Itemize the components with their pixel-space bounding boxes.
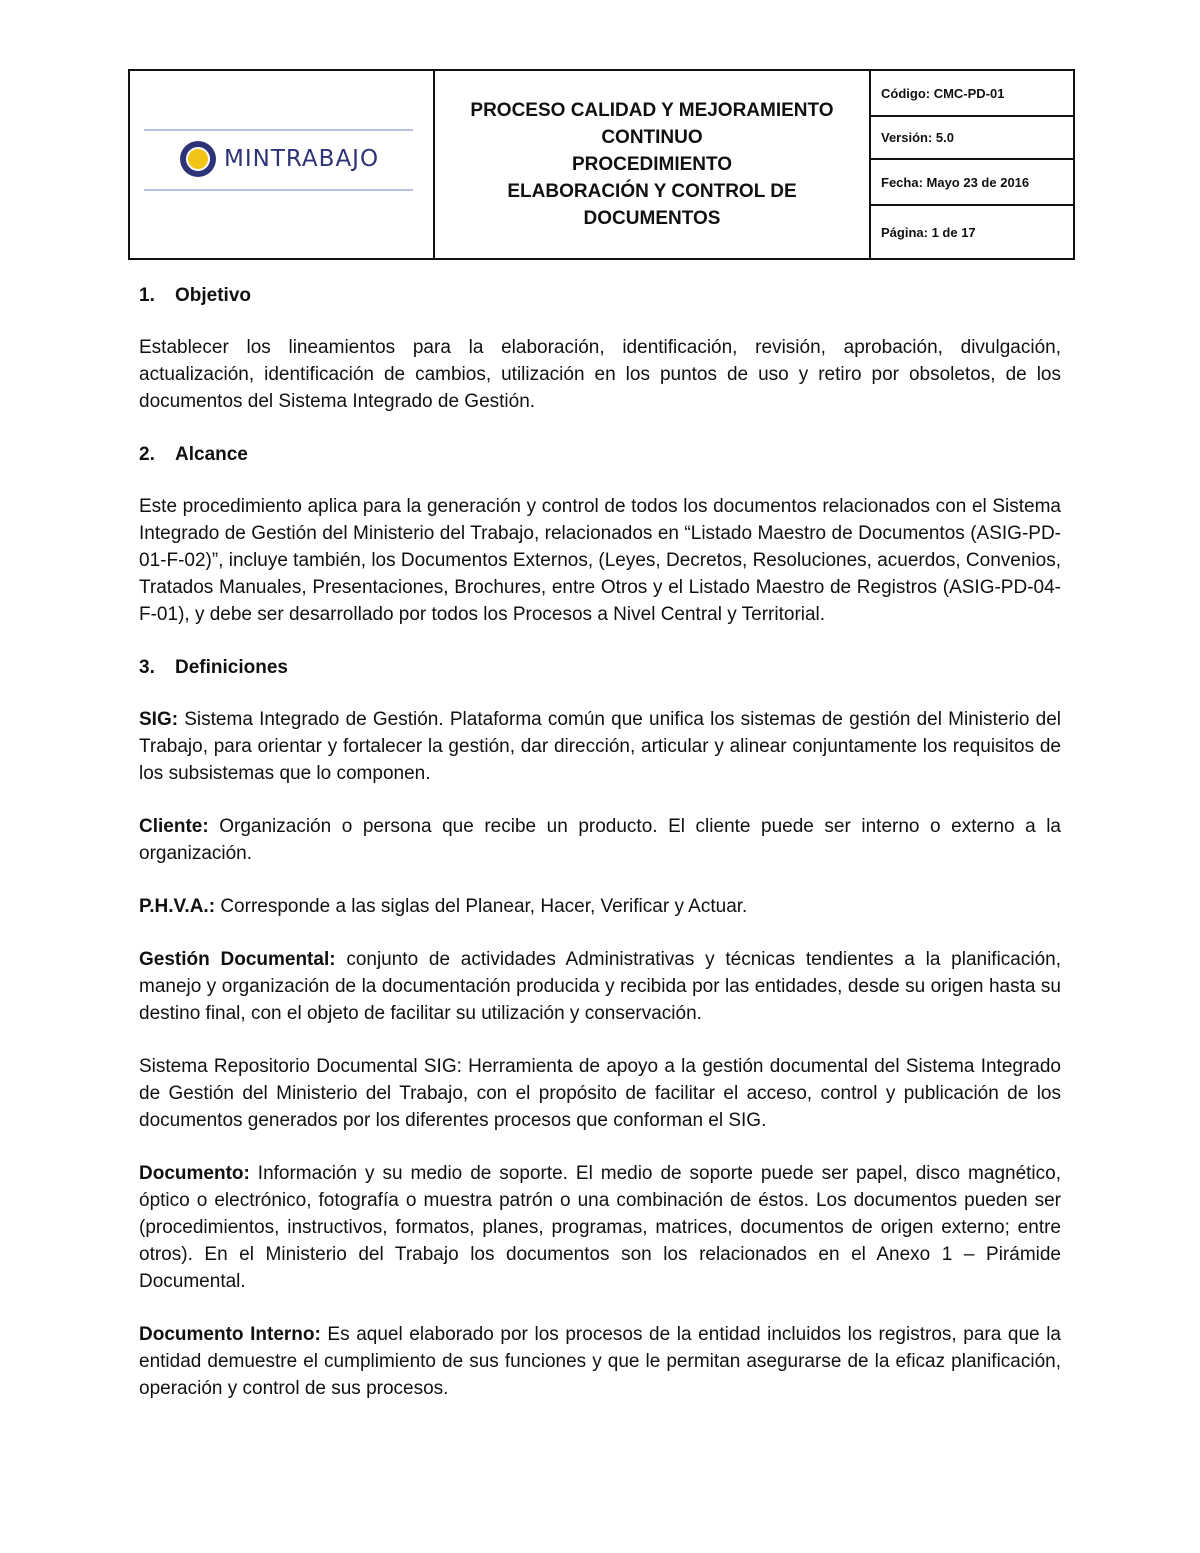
logo-divider-top xyxy=(144,129,413,131)
title-line: ELABORACIÓN Y CONTROL DE xyxy=(507,181,797,202)
definition-paragraph xyxy=(139,1053,1061,1134)
title-line: DOCUMENTOS xyxy=(583,208,721,229)
section-paragraph: Este procedimiento aplica para la generación y control de todos los documentos relacionados con el Sistema Integrado de Gestión del Ministerio del Trabajo, relacionados en “Listado Maestro de Documentos (ASIG-PD-01-F-02)”, incluye también, los Documentos Externos, (Leyes, Decretos, Resoluciones, acuerdos, Convenios, Tratados Manuales, Presentaciones, Brochures, entre Otros y el Listado Maestro de Registros (ASIG-PD-04-F-01), y debe ser desarrollado por todos los Procesos a Nivel Central y Territorial. xyxy=(139,496,1061,625)
section-heading-objetivo xyxy=(139,282,1061,309)
document-body xyxy=(139,282,1061,1402)
title-line: PROCEDIMIENTO xyxy=(571,154,733,175)
definition-term: Documento: xyxy=(139,1163,250,1184)
document-header xyxy=(128,69,1075,260)
section-number: 3. xyxy=(139,657,155,678)
definition-term: P.H.V.A.: xyxy=(139,896,216,917)
section-paragraph: Establecer los lineamientos para la elaboración, identificación, revisión, aprobación, divulgación, actualización, identificación de cambios, utilización en los puntos de uso y retiro por obsoletos, de los documentos del Sistema Integrado de Gestión. xyxy=(139,337,1061,412)
version-label: Versión: 5.0 xyxy=(871,117,1073,160)
section-heading-alcance xyxy=(139,441,1061,468)
definition-paragraph xyxy=(139,1321,1061,1402)
definition-text: conjunto de actividades Administrativas y técnicas tendientes a la planificación, manejo y organización de la documentación producida y recibida por las entidades, desde su origen hasta su destino final, con el objeto de facilitar su utilización y conservación. xyxy=(139,949,1061,1024)
definition-term: Documento Interno: xyxy=(139,1324,321,1345)
definition-term: Sistema Repositorio Documental SIG: xyxy=(139,1056,462,1077)
definition-text: Corresponde a las siglas del Planear, Hacer, Verificar y Actuar. xyxy=(215,896,748,917)
pagina-label: Página: 1 de 17 xyxy=(881,224,976,240)
logo-cell xyxy=(129,70,434,259)
definition-paragraph xyxy=(139,1160,1061,1295)
definition-text: Organización o persona que recibe un producto. El cliente puede ser interno o externo a la organización. xyxy=(139,816,1061,864)
definition-paragraph xyxy=(139,893,1061,920)
definition-term: Cliente: xyxy=(139,816,209,837)
ministry-logo xyxy=(180,141,379,177)
document-metadata xyxy=(870,70,1074,259)
section-title: Alcance xyxy=(175,444,248,465)
definition-paragraph xyxy=(139,706,1061,787)
definition-text: Información y su medio de soporte. El medio de soporte puede ser papel, disco magnético, óptico o electrónico, fotografía o muestra patrón o una combinación de éstos. Los documentos pueden ser (procedimientos, instructivos, formatos, planes, programas, matrices, documentos de origen externo; entre otros). En el Ministerio del Trabajo los documentos son los relacionados en el Anexo 1 – Pirámide Documental. xyxy=(139,1163,1061,1292)
section-number: 2. xyxy=(139,444,155,465)
definition-term: SIG: xyxy=(139,709,179,730)
logo-text: MINTRABAJO xyxy=(224,146,380,172)
fecha-label: Fecha: Mayo 23 de 2016 xyxy=(871,160,1073,206)
section-title: Definiciones xyxy=(175,657,288,678)
section-heading-definiciones xyxy=(139,654,1061,681)
document-title xyxy=(434,70,870,259)
definition-text: Sistema Integrado de Gestión. Plataforma común que unifica los sistemas de gestión del Ministerio del Trabajo, para orientar y fortalecer la gestión, dar dirección, articular y alinear conjuntamente los requisitos de los subsistemas que lo componen. xyxy=(139,709,1061,784)
coat-of-arms-icon xyxy=(180,141,216,177)
section-title: Objetivo xyxy=(175,285,252,306)
definition-term: Gestión Documental: xyxy=(139,949,336,970)
title-line: CONTINUO xyxy=(601,127,703,148)
codigo-label: Código: CMC-PD-01 xyxy=(871,71,1073,117)
section-number: 1. xyxy=(139,285,155,306)
definition-text: Es aquel elaborado por los procesos de la entidad incluidos los registros, para que la entidad demuestre el cumplimiento de sus funciones y que le permitan asegurarse de la eficaz planificación, operación y control de sus procesos. xyxy=(139,1324,1061,1399)
title-line: PROCESO CALIDAD Y MEJORAMIENTO xyxy=(470,100,834,121)
logo-divider-bottom xyxy=(144,189,413,191)
definition-text: Herramienta de apoyo a la gestión documental del Sistema Integrado de Gestión del Ministerio del Trabajo, con el propósito de facilitar el acceso, control y publicación de los documentos generados por los diferentes procesos que conforman el SIG. xyxy=(139,1056,1061,1131)
definition-paragraph xyxy=(139,946,1061,1027)
definition-paragraph xyxy=(139,813,1061,867)
